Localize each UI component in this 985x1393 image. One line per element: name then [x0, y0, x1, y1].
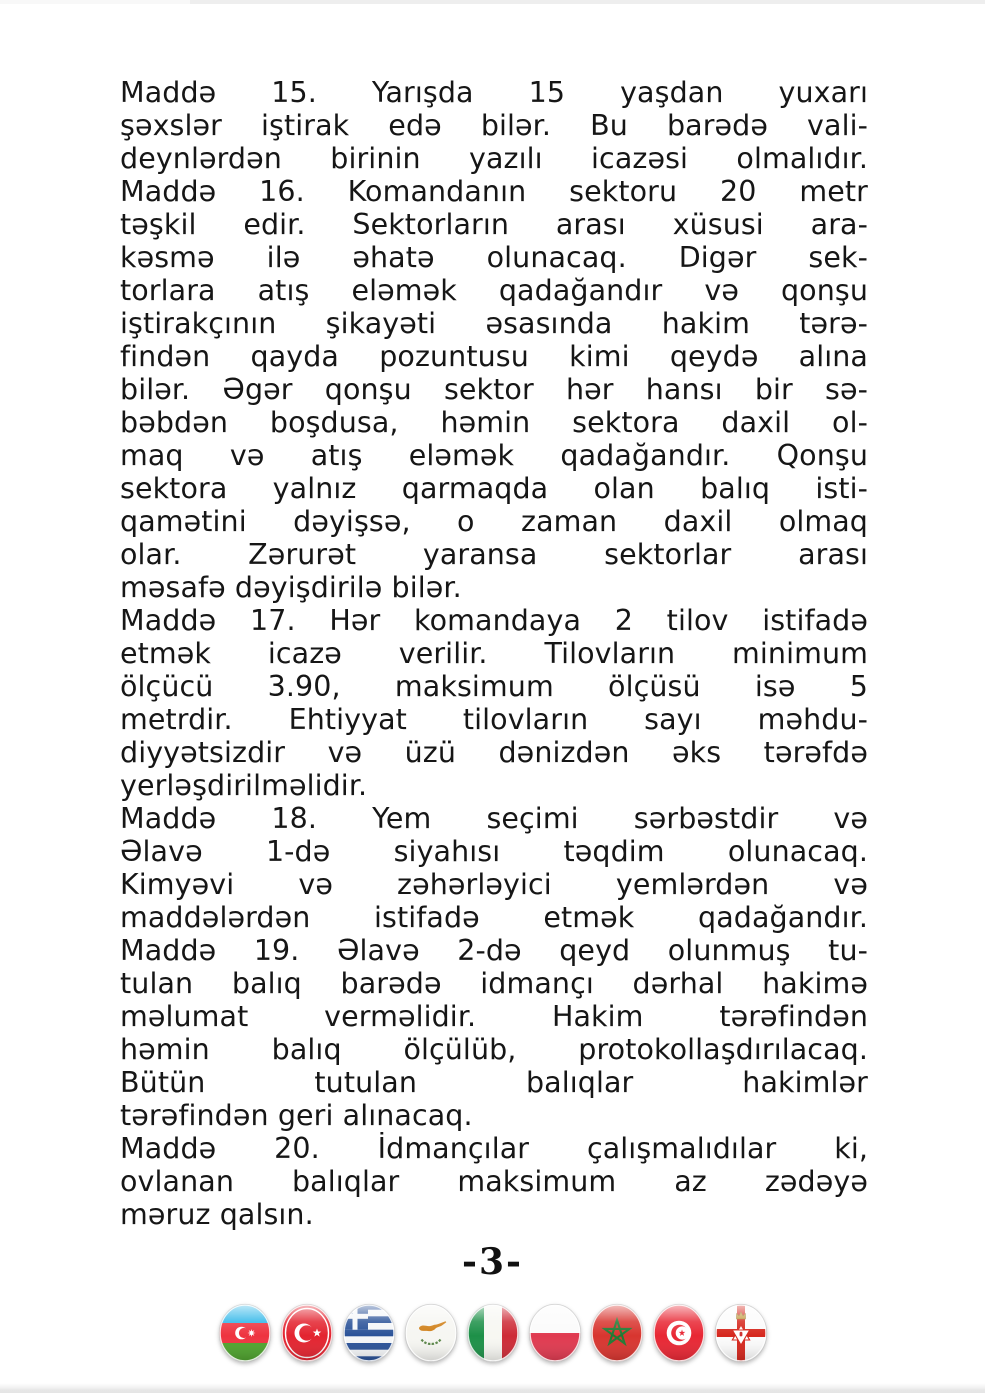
- page-number: -3-: [462, 1241, 523, 1283]
- text-line: məlumat verməlidir. Hakim tərəfindən: [120, 1000, 868, 1033]
- flag-italy-icon: [466, 1303, 520, 1363]
- text-line: olar. Zərurət yaransa sektorlar arası: [120, 538, 868, 571]
- text-line: maddələrdən istifadə etmək qadağandır.: [120, 901, 868, 934]
- text-line: tulan balıq barədə idmançı dərhal hakimə: [120, 967, 868, 1000]
- text-line: Əlavə 1-də siyahısı təqdim olunacaq.: [120, 835, 868, 868]
- flag-azerbaijan-icon: [218, 1303, 272, 1363]
- flag-morocco-icon: [590, 1303, 644, 1363]
- page-bottom-edge: [0, 1383, 985, 1393]
- text-line: Maddə 19. Əlavə 2-də qeyd olunmuş tu-: [120, 934, 868, 967]
- text-line: maq və atış eləmək qadağandır. Qonşu: [120, 439, 868, 472]
- text-line: şəxslər iştirak edə bilər. Bu barədə vali-: [120, 109, 868, 142]
- text-line: tərəfindən geri alınacaq.: [120, 1099, 473, 1132]
- flag-greece-icon: [342, 1303, 396, 1363]
- text-line: findən qayda pozuntusu kimi qeydə alına: [120, 340, 868, 373]
- text-line: qamətini dəyişsə, o zaman daxil olmaq: [120, 505, 868, 538]
- text-line: sektora yalnız qarmaqda olan balıq isti-: [120, 472, 868, 505]
- text-line: diyyətsizdir və üzü dənizdən əks tərəfdə: [120, 736, 868, 769]
- document-text: [120, 76, 868, 1231]
- text-line: Maddə 16. Komandanın sektoru 20 metr: [120, 175, 868, 208]
- flag-tunisia-icon: [652, 1303, 706, 1363]
- text-line: torlara atış eləmək qadağandır və qonşu: [120, 274, 868, 307]
- flag-cyprus-icon: [404, 1303, 458, 1363]
- text-line: məruz qalsın.: [120, 1198, 314, 1231]
- text-line: bəbdən boşdusa, həmin sektora daxil ol-: [120, 406, 868, 439]
- text-line: ölçücü 3.90, maksimum ölçüsü isə 5: [120, 670, 868, 703]
- text-line: Bütün tutulan balıqlar hakimlər: [120, 1066, 868, 1099]
- text-line: təşkil edir. Sektorların arası xüsusi ara-: [120, 208, 868, 241]
- flag-turkey-icon: [280, 1303, 334, 1363]
- text-line: deynlərdən birinin yazılı icazəsi olmalıdır.: [120, 142, 868, 175]
- text-line: həmin balıq ölçülüb, protokollaşdırılacaq.: [120, 1033, 868, 1066]
- text-line: ovlanan balıqlar maksimum az zədəyə: [120, 1165, 868, 1198]
- text-line: Kimyəvi və zəhərləyici yemlərdən və: [120, 868, 868, 901]
- flags-row: [0, 1303, 985, 1363]
- text-line: etmək icazə verilir. Tilovların minimum: [120, 637, 868, 670]
- text-line: metrdir. Ehtiyyat tilovların sayı məhdu-: [120, 703, 868, 736]
- page-top-edge: [0, 0, 985, 4]
- text-line: Maddə 17. Hər komandaya 2 tilov istifadə: [120, 604, 868, 637]
- text-line: Maddə 18. Yem seçimi sərbəstdir və: [120, 802, 868, 835]
- flag-northern-ireland-icon: [714, 1303, 768, 1363]
- text-line: məsafə dəyişdirilə bilər.: [120, 571, 462, 604]
- text-line: bilər. Əgər qonşu sektor hər hansı bir sə-: [120, 373, 868, 406]
- text-line: kəsmə ilə əhatə olunacaq. Digər sek-: [120, 241, 868, 274]
- text-line: iştirakçının şikayəti əsasında hakim tərə-: [120, 307, 868, 340]
- flag-poland-icon: [528, 1303, 582, 1363]
- text-line: yerləşdirilməlidir.: [120, 769, 368, 802]
- text-line: Maddə 20. İdmançılar çalışmalıdılar ki,: [120, 1132, 868, 1165]
- text-line: Maddə 15. Yarışda 15 yaşdan yuxarı: [120, 76, 868, 109]
